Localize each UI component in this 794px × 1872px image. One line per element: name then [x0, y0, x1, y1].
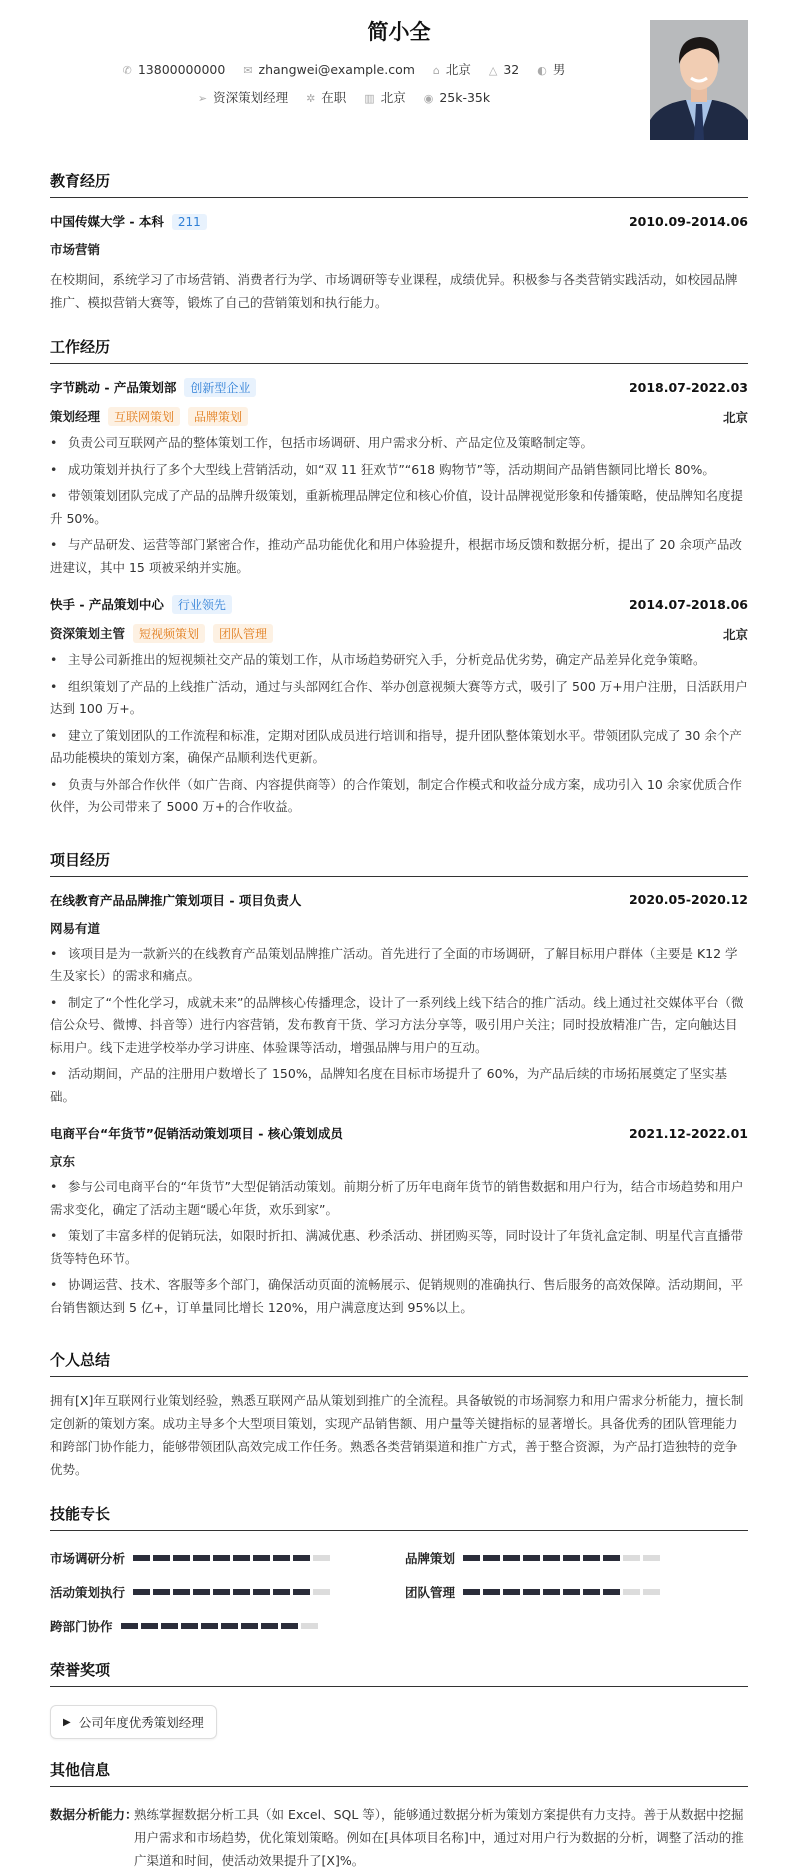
bullet-item: • 负责与外部合作伙伴（如广告商、内容提供商等）的合作策划，制定合作模式和收益分成方案，成功引入 10 余家优质合作伙伴，为公司带来了 5000 万+的合作收益。	[50, 774, 748, 819]
skill-segment	[133, 1589, 150, 1595]
skill-level-bar	[463, 1589, 663, 1595]
gender: ◐ 男	[537, 62, 566, 77]
bullet-item: • 主导公司新推出的短视频社交产品的策划工作，从市场趋势研究入手，分析竞品优劣势，确定产品差异化竞争策略。	[50, 649, 748, 672]
money-icon: ◉	[423, 92, 434, 105]
skill-segment	[563, 1589, 580, 1595]
skill-segment	[273, 1555, 290, 1561]
other-item	[50, 1803, 748, 1872]
skill-item	[405, 1583, 748, 1601]
skill-segment	[583, 1589, 600, 1595]
skill-level-bar	[463, 1555, 663, 1561]
company-tag: 创新型企业	[184, 378, 256, 397]
skill-segment	[281, 1623, 298, 1629]
work-header	[50, 378, 748, 397]
section-title: 技能专长	[50, 1503, 748, 1531]
gender-icon: ◐	[537, 64, 547, 77]
skill-segment	[603, 1589, 620, 1595]
city: ⌂ 北京	[432, 62, 471, 77]
skill-segment	[583, 1555, 600, 1561]
project-section	[50, 849, 748, 1320]
skill-name: 团队管理	[405, 1585, 456, 1600]
project-name: 在线教育产品品牌推广策划项目 - 项目负责人	[50, 892, 302, 908]
work-bullets	[50, 649, 748, 819]
skill-segment	[623, 1589, 640, 1595]
send-icon: ➢	[197, 92, 208, 105]
skill-segment	[213, 1555, 230, 1561]
skill-segment	[313, 1555, 330, 1561]
candidate-name: 简小全	[367, 20, 431, 44]
skill-segment	[153, 1555, 170, 1561]
cake-icon: △	[488, 64, 498, 77]
skill-name: 品牌策划	[405, 1551, 456, 1566]
skill-segment	[643, 1589, 660, 1595]
skill-name: 活动策划执行	[50, 1585, 126, 1600]
target-city: ▥ 北京	[364, 90, 406, 105]
skill-segment	[153, 1589, 170, 1595]
resume-header	[50, 0, 748, 160]
status: ✲ 在职	[306, 90, 347, 105]
skill-segment	[623, 1555, 640, 1561]
bullet-item: • 该项目是为一款新兴的在线教育产品策划品牌推广活动。首先进行了全面的市场调研，了解目标用户群体（主要是 K12 学生及家长）的需求和痛点。	[50, 943, 748, 988]
project-item	[50, 891, 748, 1109]
project-org	[50, 1152, 748, 1170]
section-title: 荣誉奖项	[50, 1659, 748, 1687]
skill-segment	[543, 1555, 560, 1561]
project-header	[50, 1124, 748, 1142]
company-line	[50, 595, 232, 614]
skill-segment	[293, 1589, 310, 1595]
work-section	[50, 336, 748, 819]
project-org	[50, 919, 748, 937]
project-bullets	[50, 943, 748, 1109]
building-icon: ▥	[364, 92, 375, 105]
skill-segment	[503, 1555, 520, 1561]
education-row: 中国传媒大学 - 本科 211 2010.09-2014.06	[50, 213, 748, 229]
skill-segment	[301, 1623, 318, 1629]
summary-section	[50, 1349, 748, 1481]
skill-segment	[233, 1589, 250, 1595]
skill-segment	[523, 1555, 540, 1561]
section-title: 教育经历	[50, 170, 748, 198]
section-title: 工作经历	[50, 336, 748, 364]
status-icon: ✲	[306, 92, 316, 105]
org-name: 京东	[50, 1154, 76, 1169]
role-tag: 短视频策划	[133, 624, 205, 643]
skill-segment	[643, 1555, 660, 1561]
skill-segment	[463, 1555, 480, 1561]
skill-segment	[603, 1555, 620, 1561]
skill-segment	[241, 1623, 258, 1629]
bullet-item: • 组织策划了产品的上线推广活动，通过与头部网红合作、举办创意视频大赛等方式，吸引了 500 万+用户注册，日活跃用户达到 100 万+。	[50, 676, 748, 721]
bullet-item: • 成功策划并执行了多个大型线上营销活动，如“双 11 狂欢节”“618 购物节”等，活动期间产品销售额同比增长 80%。	[50, 459, 748, 482]
awards-section	[50, 1659, 748, 1739]
major: 市场营销	[50, 242, 101, 257]
work-date: 2018.07-2022.03	[628, 380, 748, 395]
skill-segment	[543, 1589, 560, 1595]
skill-segment	[293, 1555, 310, 1561]
org-name: 网易有道	[50, 920, 101, 936]
bullet-item: • 建立了策划团队的工作流程和标准，定期对团队成员进行培训和指导，提升团队整体策划水平。带领团队完成了 30 余个产品功能模块的策划方案，确保产品顺利迭代更新。	[50, 725, 748, 770]
skill-segment	[273, 1589, 290, 1595]
project-header	[50, 891, 748, 909]
home-icon: ⌂	[432, 64, 440, 77]
phone-icon: ✆	[122, 64, 132, 77]
bullet-item: • 协调运营、技术、客服等多个部门，确保活动页面的流畅展示、促销规则的准确执行、售后服务的高效保障。活动期间，平台销售额达到 5 亿+，订单量同比增长 120%，用户满意度达到 95%以上。	[50, 1274, 748, 1319]
bullet-item: • 参与公司电商平台的“年货节”大型促销活动策划。前期分析了历年电商年货节的销售数据和用户行为，结合市场趋势和用户需求变化，确定了活动主题“暖心年货，欢乐到家”。	[50, 1176, 748, 1221]
summary-text: 拥有[X]年互联网行业策划经验，熟悉互联网产品从策划到推广的全流程。具备敏锐的市场洞察力和用户需求分析能力，擅长制定创新的策划方案。成功主导多个大型项目策划，实现产品销售额、用户量等关键指标的显著增长。具备优秀的团队管理能力和跨部门协作能力，能够带领团队高效完成工作任务。熟悉各类营销渠道和推广方式，善于整合资源，为产品打造独特的竞争优势。	[50, 1393, 744, 1477]
bullet-item: • 策划了丰富多样的促销玩法，如限时折扣、满减优惠、秒杀活动、拼团购买等，同时设计了年货礼盒定制、明星代言直播带货等特色环节。	[50, 1225, 748, 1270]
work-location: 北京	[722, 409, 748, 425]
role-name: 资深策划主管	[50, 626, 126, 641]
skill-segment	[213, 1589, 230, 1595]
company-tag: 行业领先	[172, 595, 232, 614]
section-title: 其他信息	[50, 1759, 748, 1787]
project-name: 电商平台“年货节”促销活动策划项目 - 核心策划成员	[50, 1126, 343, 1141]
work-header	[50, 595, 748, 614]
skill-segment	[141, 1623, 158, 1629]
skill-segment	[523, 1589, 540, 1595]
skill-item	[50, 1583, 405, 1601]
skill-segment	[221, 1623, 238, 1629]
salary: ◉ 25k-35k	[423, 90, 491, 105]
work-item	[50, 378, 748, 579]
other-key: 数据分析能力：	[50, 1807, 138, 1822]
education-section	[50, 170, 748, 314]
other-section	[50, 1759, 748, 1872]
skill-segment	[253, 1555, 270, 1561]
avatar	[650, 20, 748, 140]
skill-item	[50, 1549, 405, 1567]
caret-right-icon: ▶	[63, 1716, 71, 1728]
email: ✉ zhangwei@example.com	[243, 62, 415, 77]
skill-level-bar	[121, 1623, 321, 1629]
skill-segment	[483, 1589, 500, 1595]
skill-segment	[261, 1623, 278, 1629]
other-value: 熟练掌握数据分析工具（如 Excel、SQL 等），能够通过数据分析为策划方案提供有力支持。善于从数据中挖掘用户需求和市场趋势，优化策划策略。例如在[具体项目名称]中，通过对用户行为数据的分析，调整了活动的推广渠道和时间，使活动效果提升了[X]%。	[134, 1807, 744, 1868]
job-intent-row	[50, 88, 748, 106]
skill-segment	[463, 1589, 480, 1595]
company-name: 快手 - 产品策划中心	[50, 597, 164, 612]
skill-item	[405, 1549, 748, 1567]
role-tag: 团队管理	[213, 624, 273, 643]
skill-segment	[503, 1589, 520, 1595]
skill-segment	[233, 1555, 250, 1561]
skill-segment	[173, 1589, 190, 1595]
company-line	[50, 378, 256, 397]
school-tag: 211	[172, 214, 207, 230]
role-line	[50, 407, 748, 426]
bullet-item: • 制定了“个性化学习，成就未来”的品牌核心传播理念，设计了一系列线上线下结合的推广活动。线上通过社交媒体平台（微信公众号、微博、抖音等）进行内容营销，发布教育干货、学习方法分享等，吸引用户关注；同时投放精准广告，定向触达目标用户。线下走进学校举办学习讲座、体验课等活动，增强品牌与用户的互动。	[50, 992, 748, 1060]
section-title: 个人总结	[50, 1349, 748, 1377]
role	[50, 624, 273, 643]
award-item[interactable]: ▶ 公司年度优秀策划经理	[50, 1705, 217, 1739]
skill-segment	[201, 1623, 218, 1629]
project-item	[50, 1124, 748, 1319]
project-date: 2021.12-2022.01	[628, 1125, 748, 1141]
skill-segment	[563, 1555, 580, 1561]
skill-segment	[193, 1555, 210, 1561]
skill-item	[50, 1617, 405, 1635]
project-date: 2020.05-2020.12	[628, 892, 748, 907]
bullet-item: • 负责公司互联网产品的整体策划工作，包括市场调研、用户需求分析、产品定位及策略制定等。	[50, 432, 748, 455]
mail-icon: ✉	[243, 64, 253, 77]
role-tag: 品牌策划	[188, 407, 248, 426]
role-name: 策划经理	[50, 409, 101, 424]
work-date: 2014.07-2018.06	[628, 597, 748, 612]
age: △ 32	[488, 62, 520, 77]
work-location: 北京	[722, 626, 748, 642]
bullet-item: • 与产品研发、运营等部门紧密合作，推动产品功能优化和用户体验提升，根据市场反馈和数据分析，提出了 20 余项产品改进建议，其中 15 项被采纳并实施。	[50, 534, 748, 579]
education-desc: 在校期间，系统学习了市场营销、消费者行为学、市场调研等专业课程，成绩优异。积极参与各类营销实践活动，如校园品牌推广、模拟营销大赛等，锻炼了自己的营销策划和执行能力。	[50, 272, 738, 310]
skill-segment	[181, 1623, 198, 1629]
bullet-item: • 活动期间，产品的注册用户数增长了 150%，品牌知名度在目标市场提升了 60%，为产品后续的市场拓展奠定了坚实基础。	[50, 1063, 748, 1108]
skill-segment	[161, 1623, 178, 1629]
role-tag: 互联网策划	[108, 407, 180, 426]
role-line	[50, 624, 748, 643]
bullet-item: • 带领策划团队完成了产品的品牌升级策划，重新梳理品牌定位和核心价值，设计品牌视觉形象和传播策略，使品牌知名度提升 50%。	[50, 485, 748, 530]
contact-row	[50, 60, 748, 78]
section-title: 项目经历	[50, 849, 748, 877]
skill-segment	[133, 1555, 150, 1561]
skills-section	[50, 1503, 748, 1635]
skill-segment	[253, 1589, 270, 1595]
company-name: 字节跳动 - 产品策划部	[50, 380, 177, 395]
skill-segment	[313, 1589, 330, 1595]
skill-segment	[483, 1555, 500, 1561]
position: ➢ 资深策划经理	[197, 90, 289, 105]
phone: ✆ 13800000000	[122, 62, 226, 77]
skill-level-bar	[133, 1555, 333, 1561]
skill-segment	[193, 1589, 210, 1595]
skill-segment	[173, 1555, 190, 1561]
project-bullets	[50, 1176, 748, 1319]
role	[50, 407, 248, 426]
skill-name: 跨部门协作	[50, 1619, 113, 1634]
skill-segment	[121, 1623, 138, 1629]
skill-level-bar	[133, 1589, 333, 1595]
skill-name: 市场调研分析	[50, 1551, 126, 1566]
work-bullets	[50, 432, 748, 579]
work-item	[50, 595, 748, 819]
